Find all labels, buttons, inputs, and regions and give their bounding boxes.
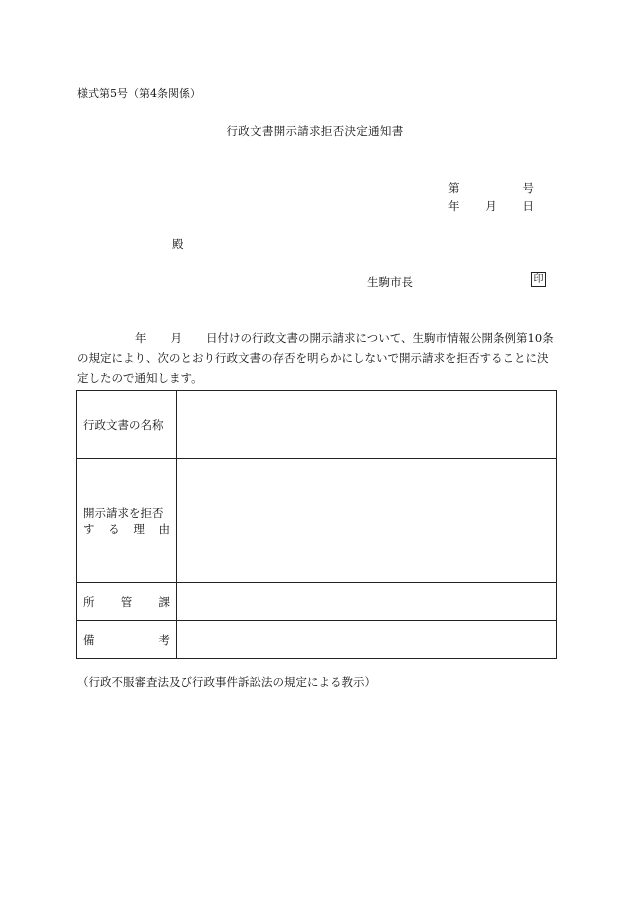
number-suffix: 号 — [522, 181, 534, 195]
document-date-row — [448, 198, 534, 214]
addressee-suffix: 殿 — [172, 237, 184, 251]
number-prefix: 第 — [448, 181, 460, 195]
seal-mark: 印 — [531, 272, 546, 287]
refusal-reason-line1: 開示請求を拒否 — [83, 505, 164, 520]
row-value-remarks[interactable] — [177, 621, 557, 659]
table-row — [77, 459, 557, 583]
table-row — [77, 621, 557, 659]
document-number-row — [448, 180, 534, 196]
appeal-instruction-note: （行政不服審査法及び行政事件訴訟法の規定による教示） — [77, 675, 376, 689]
body-month: 月 — [170, 331, 182, 345]
form-number-label: 様式第5号（第4条関係） — [77, 87, 201, 100]
date-month: 月 — [485, 199, 497, 213]
row-label-department: 所 管 課 — [77, 583, 177, 621]
table-row — [77, 391, 557, 459]
sender-name: 生駒市長 — [367, 275, 413, 289]
date-year: 年 — [448, 199, 460, 213]
refusal-reason-line2: す る 理 由 — [83, 521, 170, 536]
row-label-refusal-reason — [77, 459, 177, 583]
row-value-refusal-reason[interactable] — [177, 459, 557, 583]
row-value-department[interactable] — [177, 583, 557, 621]
row-label-remarks: 備 考 — [77, 621, 177, 659]
row-value-document-name[interactable] — [177, 391, 557, 459]
notice-body — [77, 328, 555, 388]
body-year: 年 — [135, 331, 147, 345]
date-day: 日 — [522, 199, 534, 213]
notice-table — [76, 390, 557, 659]
body-text: 日付けの行政文書の開示請求について、生駒市情報公開条例第10条の規定により、次のとおり行政文書の存否を明らかにしないで開示請求を拒否することに決定したので通知します。 — [77, 331, 554, 385]
table-row — [77, 583, 557, 621]
document-title: 行政文書開示請求拒否決定通知書 — [226, 124, 404, 138]
row-label-document-name: 行政文書の名称 — [77, 391, 177, 459]
